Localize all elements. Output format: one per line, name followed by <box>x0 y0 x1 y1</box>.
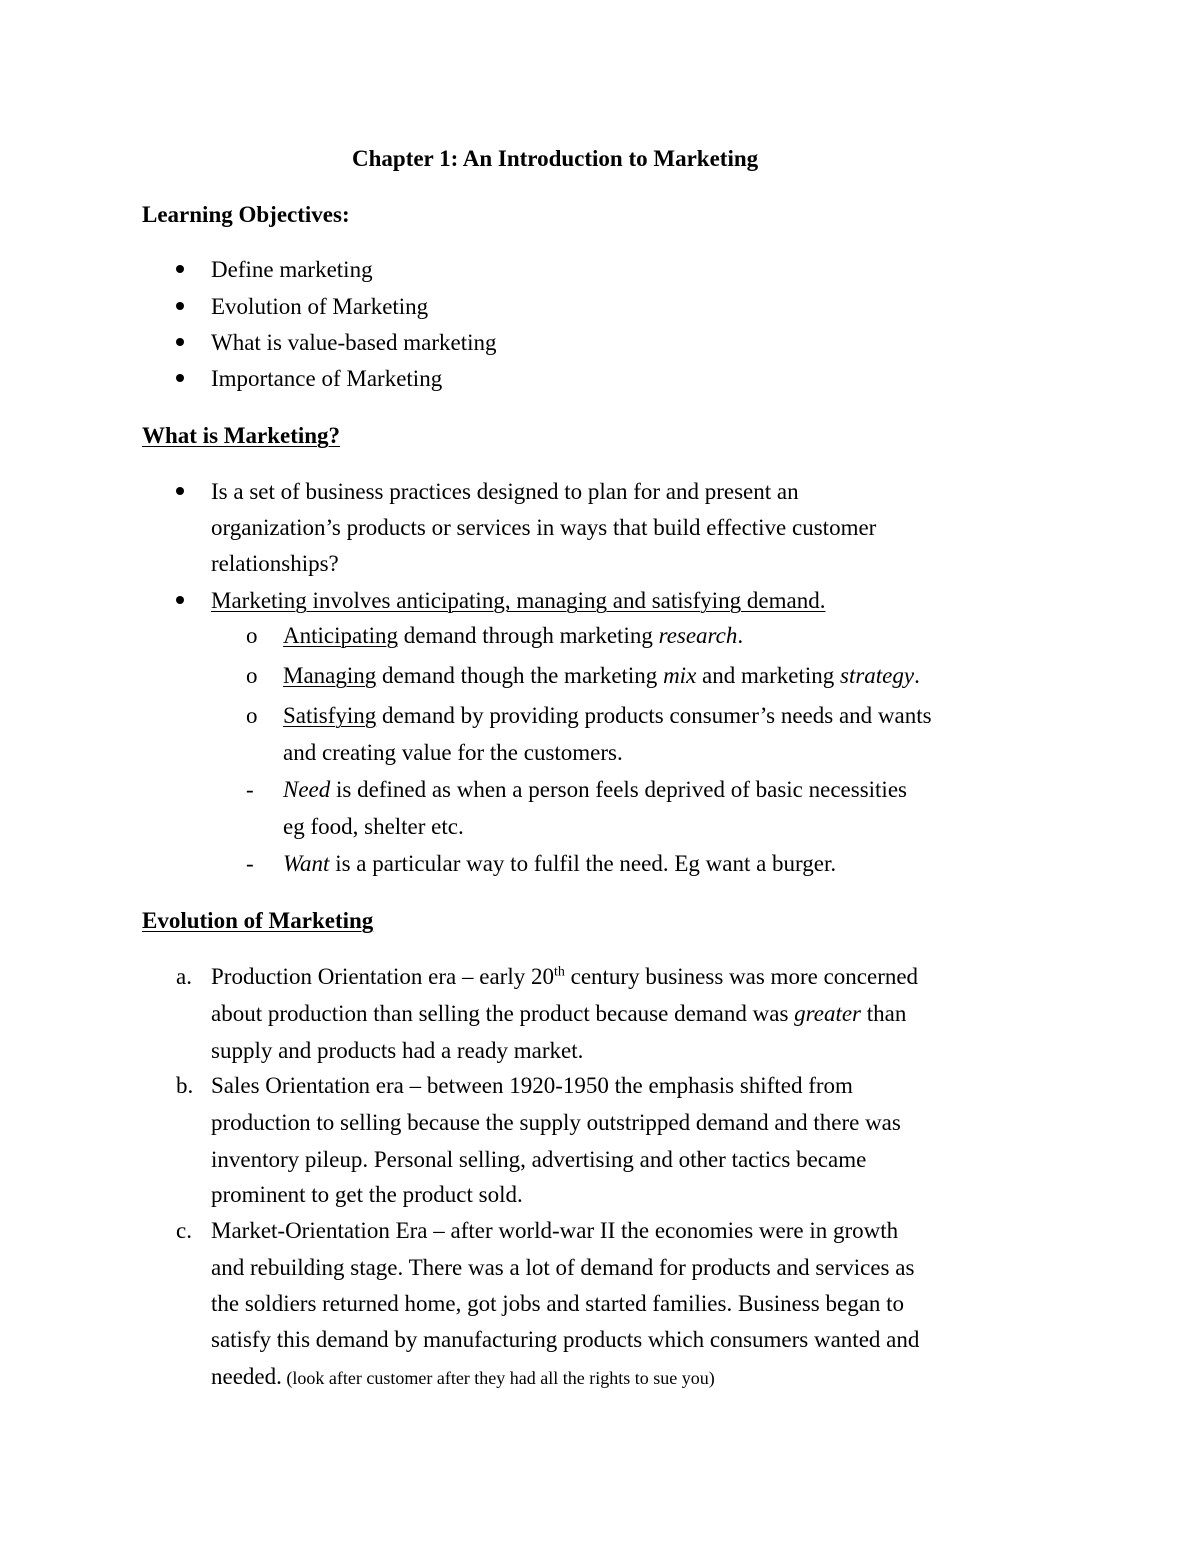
need-term: Need <box>283 777 331 802</box>
bullet-icon <box>176 265 184 273</box>
research-term: research <box>658 623 738 648</box>
needed-text: needed. <box>211 1364 282 1389</box>
market-era-line: satisfy this demand by manufacturing products which consumers wanted and <box>211 1327 920 1352</box>
objective-item: What is value-based marketing <box>211 330 497 355</box>
need-line-2: eg food, shelter etc. <box>283 814 464 839</box>
circle-marker: o <box>246 663 258 688</box>
satisfying-text: demand by providing products consumer’s needs and wants <box>376 703 932 728</box>
what-is-marketing-heading: What is Marketing? <box>142 423 341 448</box>
satisfying-line <box>283 701 932 731</box>
circle-marker: o <box>246 623 258 648</box>
greater-term: greater <box>794 1001 862 1026</box>
objective-item: Importance of Marketing <box>211 366 443 391</box>
demand-statement: Marketing involves anticipating, managing and satisfying demand. <box>211 588 826 613</box>
bullet-icon <box>176 374 184 382</box>
managing-text: demand though the marketing <box>376 663 664 688</box>
sales-era-line: production to selling because the supply outstripped demand and there was <box>211 1110 901 1135</box>
definition-line: Is a set of business practices designed to plan for and present an <box>211 479 799 504</box>
market-era-line: the soldiers returned home, got jobs and started families. Business began to <box>211 1291 905 1316</box>
need-text: is defined as when a person feels deprived of basic necessities <box>330 777 907 802</box>
managing-line <box>283 661 920 691</box>
bullet-icon <box>176 487 184 495</box>
handwritten-style-note: (look after customer after they had all the rights to sue you) <box>281 1368 715 1388</box>
anticipating-text: demand through marketing <box>397 623 659 648</box>
list-marker-a: a. <box>176 964 192 989</box>
sales-era-line: inventory pileup. Personal selling, advertising and other tactics became <box>211 1147 867 1172</box>
list-marker-b: b. <box>176 1073 194 1098</box>
definition-line: relationships? <box>211 551 339 576</box>
anticipating-line <box>283 621 743 651</box>
want-text: is a particular way to fulfil the need. Eg want a burger. <box>329 851 837 876</box>
sales-era-line: Sales Orientation era – between 1920-1950 the emphasis shifted from <box>211 1073 853 1098</box>
need-line <box>283 775 907 805</box>
production-text: Production Orientation era – early 20 <box>211 964 554 989</box>
objective-item: Define marketing <box>211 257 373 282</box>
definition-line: organization’s products or services in ways that build effective customer <box>211 515 877 540</box>
objectives-heading: Learning Objectives: <box>142 202 350 227</box>
strategy-term: strategy <box>840 663 915 688</box>
mix-term: mix <box>663 663 697 688</box>
managing-text-2: and marketing <box>696 663 840 688</box>
want-term: Want <box>283 851 330 876</box>
objective-item: Evolution of Marketing <box>211 294 429 319</box>
market-era-line: and rebuilding stage. There was a lot of demand for products and services as <box>211 1255 915 1280</box>
production-era-line <box>211 962 918 992</box>
want-line <box>283 849 836 879</box>
satisfying-line-2: and creating value for the customers. <box>283 740 623 765</box>
production-era-line-3: supply and products had a ready market. <box>211 1038 584 1063</box>
market-era-line: Market-Orientation Era – after world-war II the economies were in growth <box>211 1218 899 1243</box>
dash-marker: - <box>246 851 254 876</box>
production-text-4: than <box>861 1001 907 1026</box>
bullet-icon <box>176 596 184 604</box>
superscript-th: th <box>553 964 565 980</box>
bullet-icon <box>176 338 184 346</box>
anticipating-term: Anticipating <box>283 623 398 648</box>
production-era-line-2 <box>211 999 906 1029</box>
satisfying-term: Satisfying <box>283 703 377 728</box>
evolution-heading: Evolution of Marketing <box>142 908 374 933</box>
sales-era-line: prominent to get the product sold. <box>211 1182 523 1207</box>
page-title: Chapter 1: An Introduction to Marketing <box>352 146 759 171</box>
period: . <box>914 663 920 688</box>
circle-marker: o <box>246 703 258 728</box>
production-text-2: century business was more concerned <box>564 964 919 989</box>
list-marker-c: c. <box>176 1218 192 1243</box>
market-era-line-last <box>211 1362 715 1393</box>
bullet-icon <box>176 302 184 310</box>
managing-term: Managing <box>283 663 377 688</box>
production-text-3: about production than selling the product because demand was <box>211 1001 795 1026</box>
period: . <box>737 623 744 648</box>
dash-marker: - <box>246 777 254 802</box>
